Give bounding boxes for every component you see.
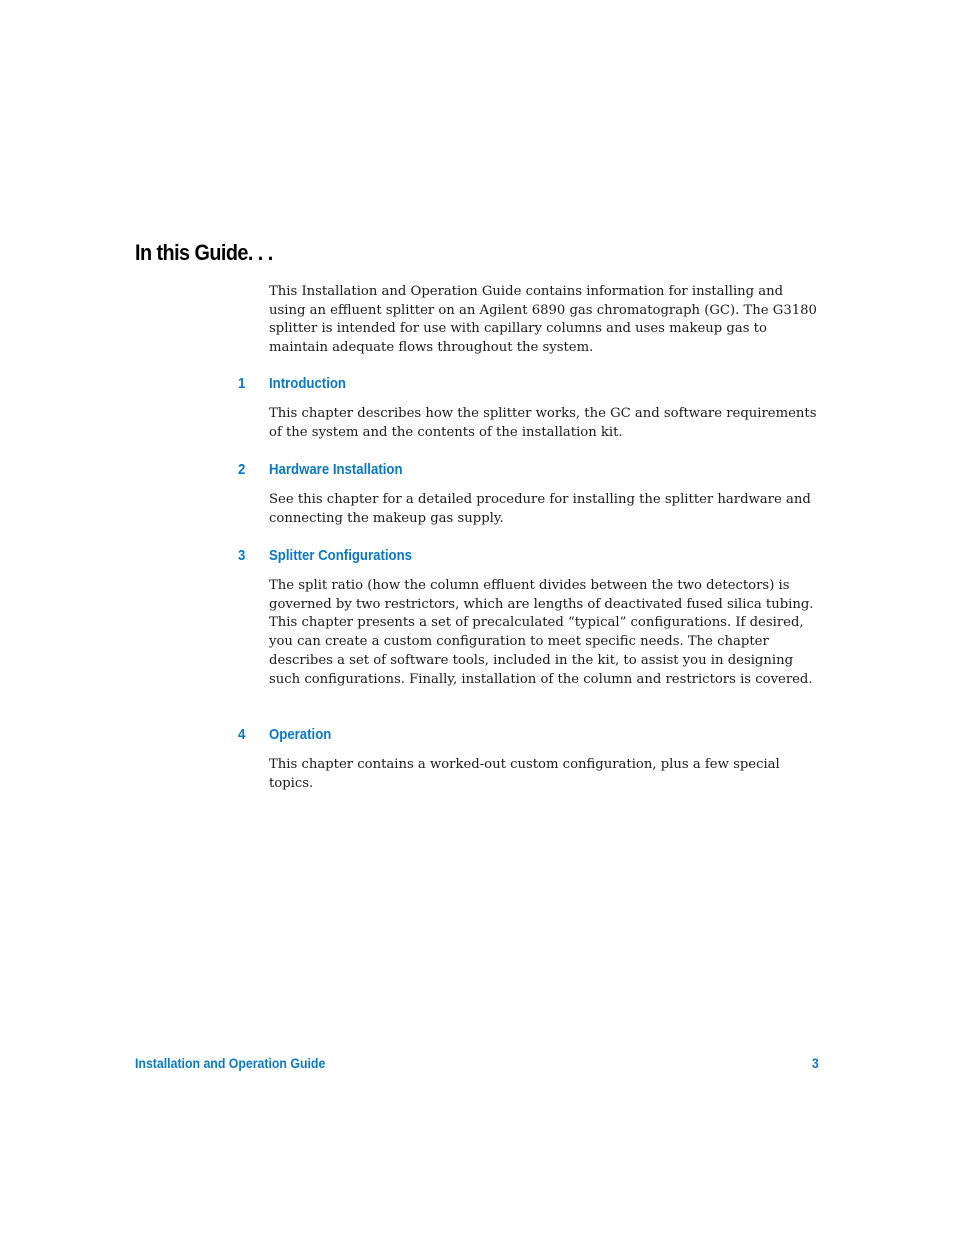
page-title: In this Guide. . .	[135, 240, 273, 265]
section-heading	[238, 547, 823, 567]
section-number: 3	[238, 547, 246, 564]
section-description: See this chapter for a detailed procedure for installing the splitter hardware and connecting the makeup gas supply.	[269, 492, 811, 526]
section-operation	[238, 726, 823, 791]
section-number: 1	[238, 375, 246, 392]
footer-guide-title: Installation and Operation Guide	[135, 1055, 326, 1071]
section-title-link[interactable]: Splitter Configurations	[269, 547, 412, 564]
section-hardware-installation	[238, 461, 823, 526]
section-number: 2	[238, 461, 246, 478]
section-heading	[238, 375, 823, 395]
section-number: 4	[238, 726, 246, 743]
section-introduction	[238, 375, 823, 440]
intro-paragraph: This Installation and Operation Guide contains information for installing and using an effluent splitter on an Agilent 6890 gas chromatograph (GC). The G3180 splitter is intended for use with capillary columns and uses makeup gas to maintain adequate flows throughout the system.	[269, 284, 817, 356]
section-title-link[interactable]: Operation	[269, 726, 332, 743]
section-title-link[interactable]: Hardware Installation	[269, 461, 403, 478]
section-description: The split ratio (how the column effluent divides between the two detectors) is governed by two restrictors, which are lengths of deactivated fused silica tubing. This chapter presents a set of precalculated “typical” configurations. If desired, you can create a custom configuration to meet specific needs. The chapter describes a set of software tools, included in the kit, to assist you in designing such configurations. Finally, installation of the column and restrictors is covered.	[269, 578, 814, 687]
section-heading	[238, 461, 823, 481]
section-description: This chapter contains a worked-out custom configuration, plus a few special topics.	[269, 757, 780, 791]
section-title-link[interactable]: Introduction	[269, 375, 346, 392]
section-heading	[238, 726, 823, 746]
section-splitter-configurations	[238, 547, 823, 687]
section-description: This chapter describes how the splitter works, the GC and software requirements of the system and the contents of the installation kit.	[269, 406, 817, 440]
footer-page-number: 3	[812, 1055, 819, 1071]
